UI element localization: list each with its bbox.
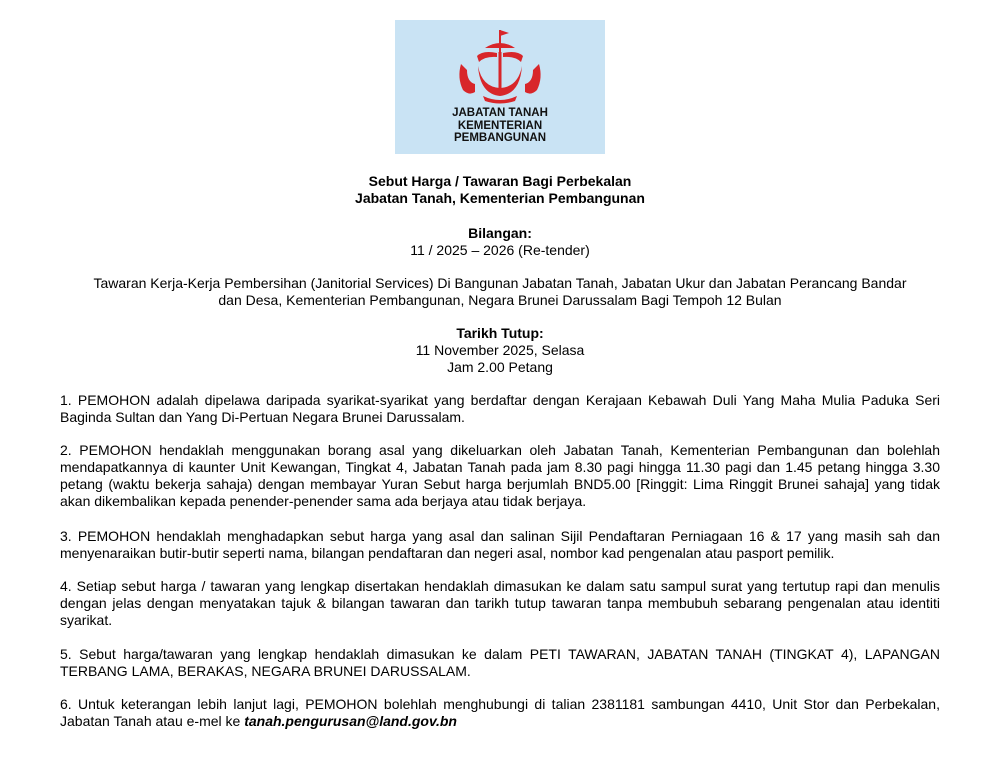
reference-block bbox=[40, 225, 960, 259]
closing-date: 11 November 2025, Selasa bbox=[415, 342, 585, 358]
brunei-crest-icon bbox=[447, 26, 553, 106]
paragraph-3: 3. PEMOHON hendaklah menghadapkan sebut harga yang asal dan salinan Sijil Pendaftaran Perniagaan 16 & 17 yang masih sah dan menyenaraikan butir-butir seperti nama, bilangan pendaftaran dan negeri asal, nombor kad pengenalan atau pasport pemilik. bbox=[60, 528, 940, 561]
paragraph-4: 4. Setiap sebut harga / tawaran yang lengkap disertakan hendaklah dimasukan ke dalam satu sampul surat yang tertutup rapi dan menulis dengan jelas dengan menyatakan tajuk & bilangan tawaran dan tarikh tutup tawaran tanpa membubuh sebarang pengenalan atau identiti syarikat. bbox=[60, 578, 940, 628]
document-title bbox=[40, 173, 960, 207]
closing-label: Tarikh Tutup: bbox=[456, 325, 544, 341]
paragraph-6-text: 6. Untuk keterangan lebih lanjut lagi, PEMOHON bolehlah menghubungi di talian 2381181 sambungan 4410, Unit Stor dan Perbekalan, Jabatan Tanah atau e-mel ke bbox=[60, 696, 940, 729]
tender-description bbox=[40, 275, 960, 309]
paragraph-6 bbox=[60, 696, 940, 730]
logo-text bbox=[395, 107, 605, 145]
department-logo bbox=[395, 20, 605, 154]
description-line-2: dan Desa, Kementerian Pembangunan, Negara Brunei Darussalam Bagi Tempoh 12 Bulan bbox=[218, 292, 782, 308]
logo-line-3: PEMBANGUNAN bbox=[454, 132, 546, 144]
paragraph-1: 1. PEMOHON adalah dipelawa daripada syarikat-syarikat yang berdaftar dengan Kerajaan Kebawah Duli Yang Maha Mulia Paduka Seri Baginda Sultan dan Yang Di-Pertuan Negara Brunei Darussalam. bbox=[60, 392, 940, 425]
logo-line-2: KEMENTERIAN bbox=[457, 119, 543, 132]
reference-number: 11 / 2025 – 2026 (Re-tender) bbox=[410, 242, 590, 258]
closing-block bbox=[40, 325, 960, 376]
logo-line-1: JABATAN TANAH bbox=[452, 107, 548, 119]
paragraph-2: 2. PEMOHON hendaklah menggunakan borang asal yang dikeluarkan oleh Jabatan Tanah, Kementerian Pembangunan dan bolehlah mendapatkannya di kaunter Unit Kewangan, Tingkat 4, Jabatan Tanah pada jam 8.30 pagi hingga 11.30 pagi dan 1.45 petang hingga 3.30 petang (waktu bekerja sahaja) dengan membayar Yuran Sebut harga berjumlah BND5.00 [Ringgit: Lima Ringgit Brunei sahaja] yang tidak akan dikembalikan kepada penender-penender sama ada berjaya atau tidak berjaya. bbox=[60, 442, 940, 509]
title-line-1: Sebut Harga / Tawaran Bagi Perbekalan bbox=[368, 173, 632, 189]
contact-email-link[interactable]: tanah.pengurusan@land.gov.bn bbox=[244, 713, 457, 729]
title-line-2: Jabatan Tanah, Kementerian Pembangunan bbox=[355, 190, 645, 206]
paragraph-5: 5. Sebut harga/tawaran yang lengkap hendaklah dimasukan ke dalam PETI TAWARAN, JABATAN TANAH (TINGKAT 4), LAPANGAN TERBANG LAMA, BERAKAS, NEGARA BRUNEI DARUSSALAM. bbox=[60, 646, 940, 679]
closing-time: Jam 2.00 Petang bbox=[447, 359, 553, 375]
reference-label: Bilangan: bbox=[468, 225, 532, 241]
description-line-1: Tawaran Kerja-Kerja Pembersihan (Janitorial Services) Di Bangunan Jabatan Tanah, Jabatan Ukur dan Jabatan Perancang Bandar bbox=[93, 275, 907, 291]
